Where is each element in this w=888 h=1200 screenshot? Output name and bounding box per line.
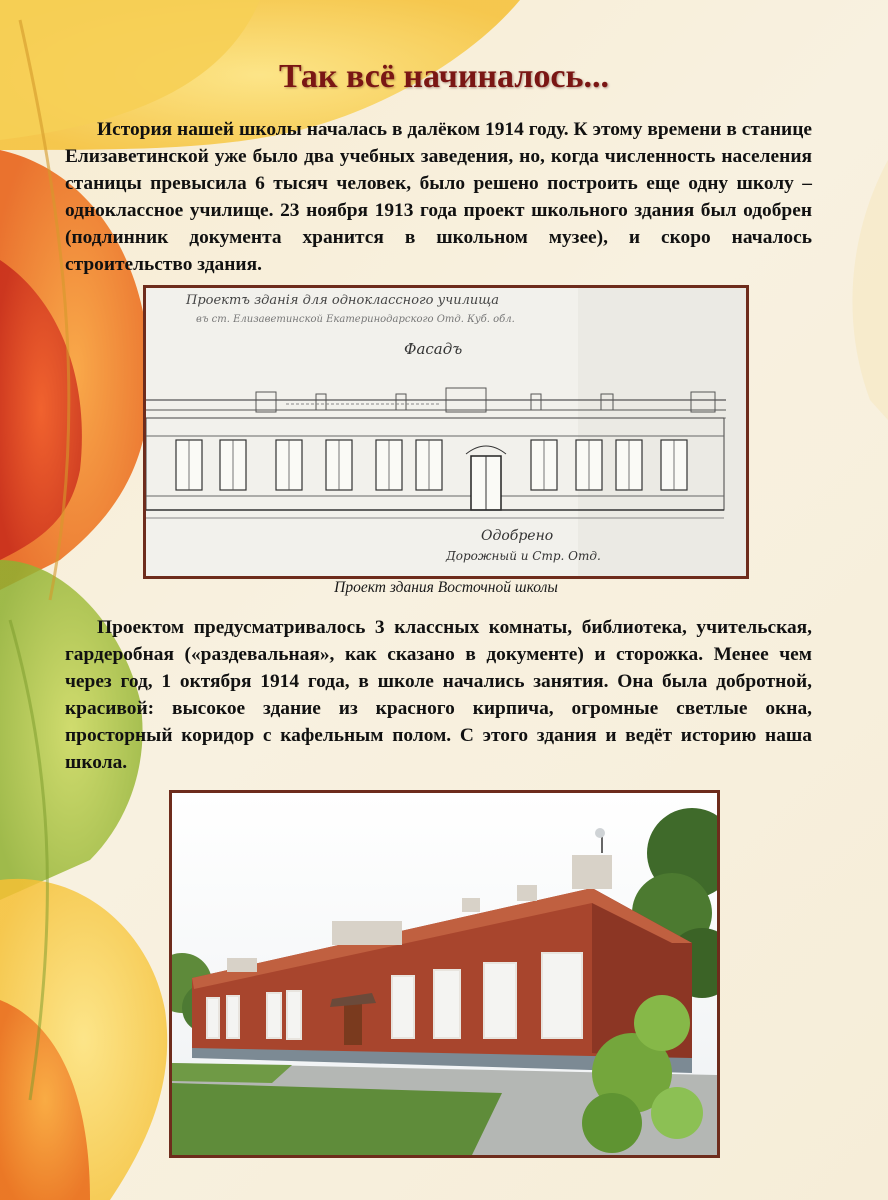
school-building-photo	[169, 790, 720, 1158]
architectural-drawing-image	[143, 285, 749, 579]
intro-paragraph: История нашей школы началась в далёком 1914 году. К этому времени в станице Елизаветинской уже было два учебных заведения, но, когда численность населения станицы превысила 6 тысяч человек, было решено построить еще одну школу – одноклассное училище. 23 ноября 1913 года проект школьного здания был одобрен (подлинник документа хранится в школьном музее), и скоро началось строительство здания.	[65, 119, 812, 275]
drawing-caption: Проект здания Восточной школы	[334, 579, 558, 596]
school-photo-illustration	[172, 793, 717, 1155]
facade-label: Фасадъ	[404, 340, 463, 358]
description-paragraph: Проектом предусматривалось 3 классных комнаты, библиотека, учительская, гардеробная («раздевальная», как сказано в документе) и сторожка. Менее чем через год, 1 октября 1914 года, в школе начались занятия. Она была добротной, красивой: высокое здание из красного кирпича, огромные светлые окна, просторный коридор с кафельным полом. С этого здания и ведёт историю наша школа.	[65, 617, 812, 773]
drawing-subheading: въ ст. Елизаветинской Екатеринодарского Отд. Куб. обл.	[196, 314, 515, 325]
page-title: Так всё начиналось...	[279, 58, 609, 95]
facade-drawing	[146, 288, 746, 576]
drawing-signature: Одобрено	[481, 528, 554, 544]
drawing-heading: Проектъ зданiя для одноклассного училища	[186, 293, 500, 308]
drawing-signature-line2: Дорожный и Стр. Отд.	[446, 549, 601, 563]
